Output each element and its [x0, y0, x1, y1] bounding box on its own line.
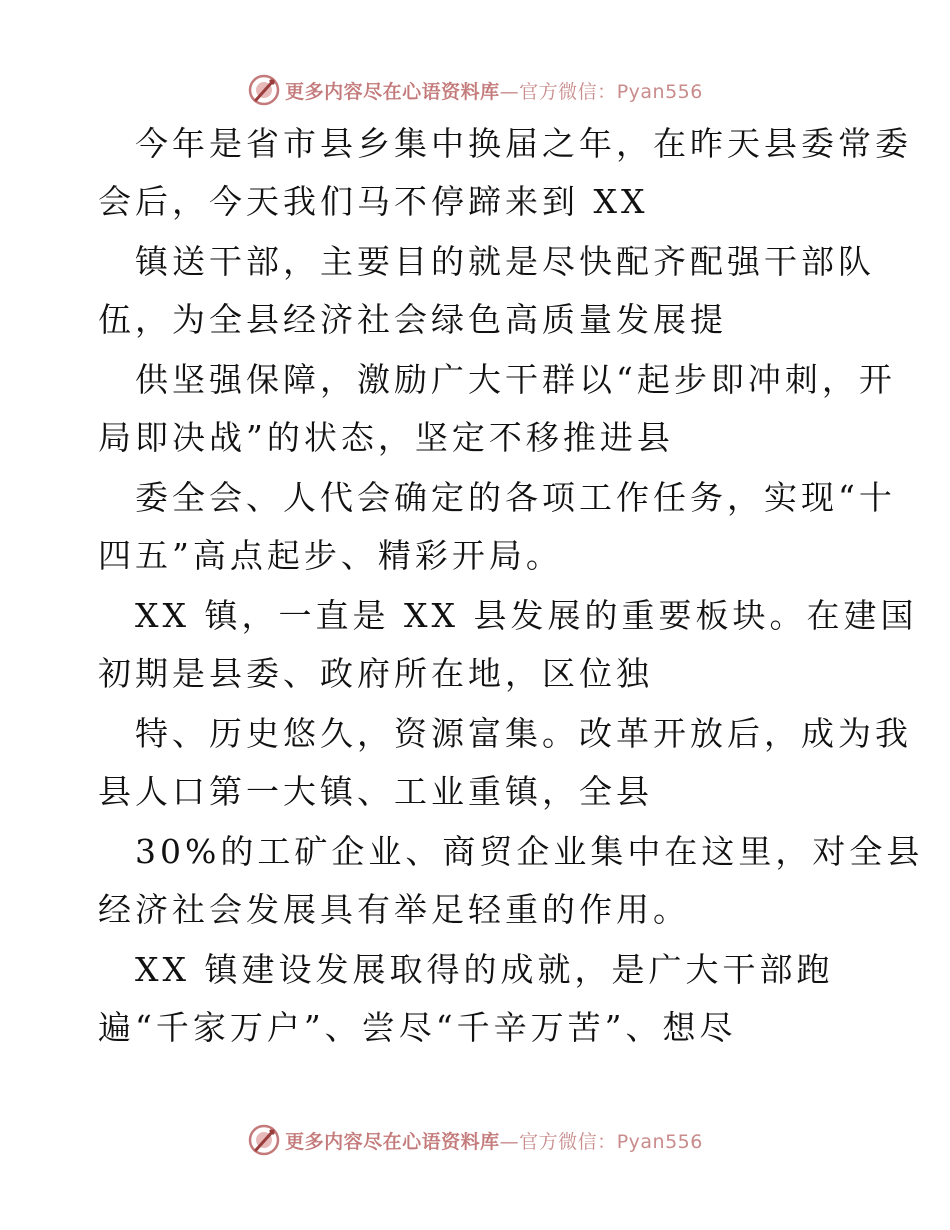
paragraph-line: 初期是县委、政府所在地，区位独	[98, 654, 653, 693]
paragraph-line: 会后，今天我们马不停蹄来到 XX	[98, 182, 649, 221]
brand-logo-icon	[247, 73, 281, 107]
paragraph-line: 委全会、人代会确定的各项工作任务，实现“十	[135, 478, 896, 517]
paragraph-line: 今年是省市县乡集中换届之年，在昨天县委常委	[135, 124, 912, 163]
watermark-separator: —	[499, 1130, 520, 1153]
watermark-wechat-id: Pyan556	[616, 80, 703, 103]
watermark-text	[285, 77, 703, 104]
paragraph-line: 供坚强保障，激励广大干群以“起步即冲刺，开	[135, 360, 896, 399]
brand-logo-icon	[247, 1123, 281, 1157]
paragraph-line: 遍“千家万户”、尝尽“千辛万苦”、想尽	[98, 1008, 737, 1047]
watermark-separator: —	[499, 80, 520, 103]
paragraph-line: 30%的工矿企业、商贸企业集中在这里，对全县	[135, 832, 924, 871]
header-watermark	[0, 70, 950, 110]
footer-watermark	[0, 1120, 950, 1160]
watermark-title: 更多内容尽在心语资料库	[285, 80, 500, 103]
paragraph-line: 伍，为全县经济社会绿色高质量发展提	[98, 300, 727, 339]
paragraph-line: XX 镇建设发展取得的成就，是广大干部跑	[135, 950, 834, 989]
paragraph-line: 四五”高点起步、精彩开局。	[98, 536, 563, 575]
watermark-text	[285, 1127, 703, 1154]
watermark-wechat-label: 官方微信：	[519, 1130, 617, 1153]
paragraph-line: XX 镇，一直是 XX 县发展的重要板块。在建国	[135, 596, 918, 635]
paragraph-line: 镇送干部，主要目的就是尽快配齐配强干部队	[135, 242, 875, 281]
watermark-title: 更多内容尽在心语资料库	[285, 1130, 500, 1153]
watermark-wechat-label: 官方微信：	[519, 80, 617, 103]
paragraph-line: 县人口第一大镇、工业重镇，全县	[98, 772, 653, 811]
paragraph-line: 特、历史悠久，资源富集。改革开放后，成为我	[135, 714, 912, 753]
paragraph-line: 局即决战”的状态，坚定不移推进县	[98, 418, 674, 457]
watermark-wechat-id: Pyan556	[616, 1130, 703, 1153]
paragraph-line: 经济社会发展具有举足轻重的作用。	[98, 890, 690, 929]
